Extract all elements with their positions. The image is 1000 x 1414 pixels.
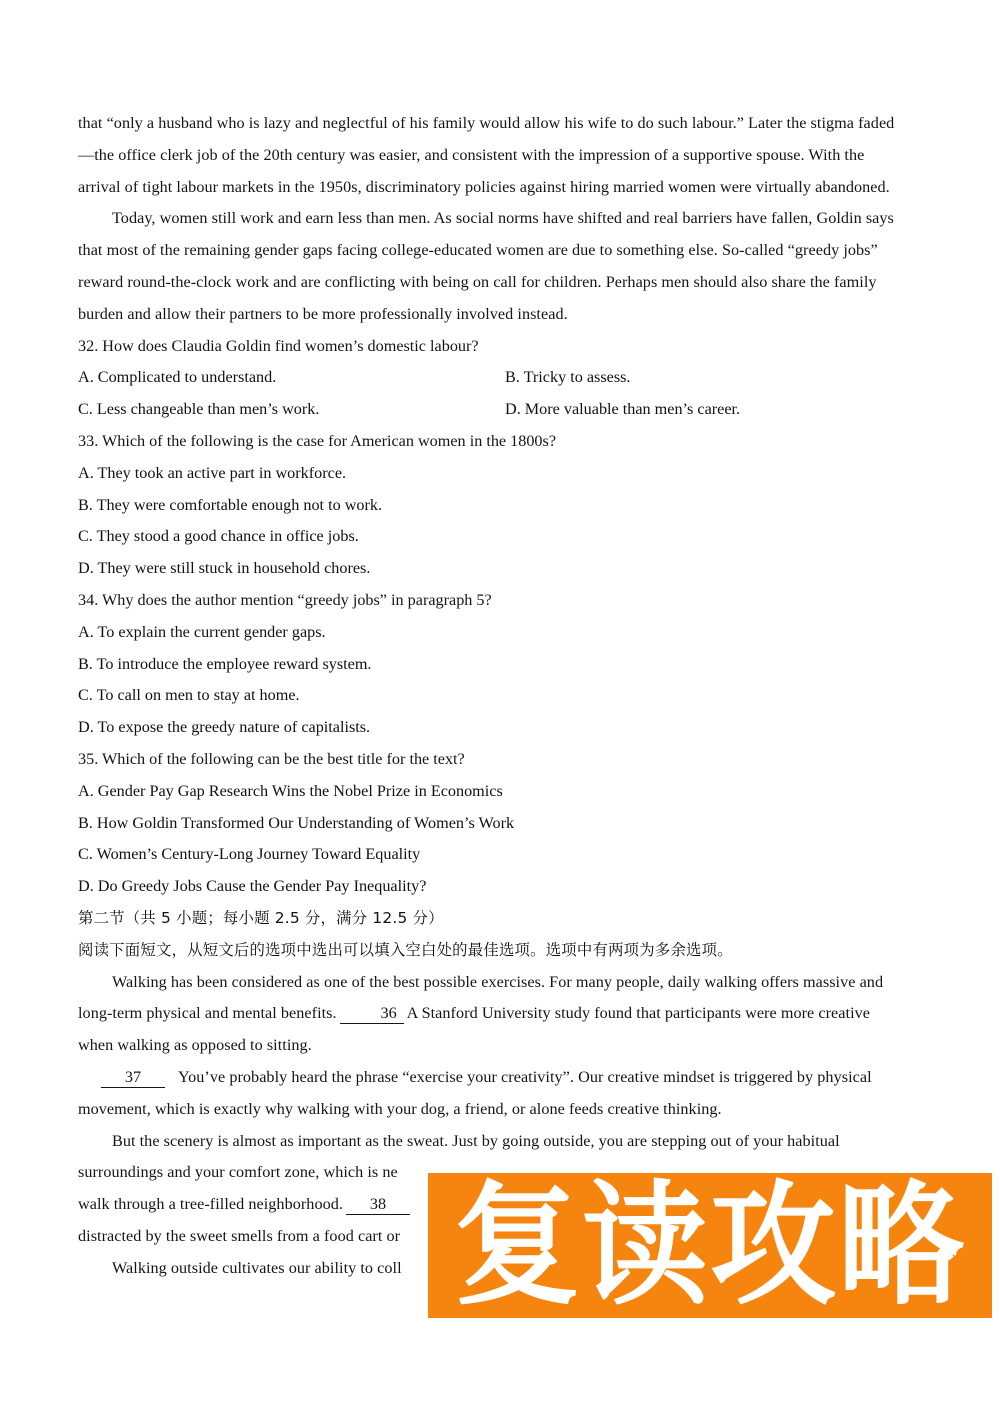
cloze-paragraph-3-line-4: distracted by the sweet smells from a food cart or [78,1226,401,1245]
watermark-label: 复读攻略 [454,1173,966,1318]
section-two-instruction: 阅读下面短文，从短文后的选项中选出可以填入空白处的最佳选项。选项中有两项为多余选项。 [78,940,733,959]
question-35-option-b[interactable]: B. How Goldin Transformed Our Understanding of Women’s Work [78,813,515,832]
question-32-stem: 32. How does Claudia Goldin find women’s domestic labour? [78,336,479,355]
question-34-stem: 34. Why does the author mention “greedy jobs” in paragraph 5? [78,590,492,609]
cloze-paragraph-1 [78,967,908,1062]
cloze-p2-after-blank: You’ve probably heard the phrase “exercise your creativity”. Our creative mindset is triggered by physical movement, which is exactly why walking with your dog, a friend, or alone feeds creative thinking. [78,1067,876,1118]
blank-36[interactable]: 36 [340,1003,404,1024]
question-32-option-c[interactable]: C. Less changeable than men’s work. [78,400,320,419]
cloze-paragraph-4-line-1: Walking outside cultivates our ability to coll [112,1258,402,1277]
question-33-option-a[interactable]: A. They took an active part in workforce. [78,463,347,482]
question-35-option-c[interactable]: C. Women’s Century-Long Journey Toward Equality [78,845,421,864]
question-35-stem: 35. Which of the following can be the best title for the text? [78,749,465,768]
passage-paragraph-2: Today, women still work and earn less than men. As social norms have shifted and real barriers have fallen, Goldin says that most of the remaining gender gaps facing college-educated women are due to something else. So-called “greedy jobs” reward round-the-clock work and are conflicting with being on call for children. Perhaps men should also share the family burden and allow their partners to be more professionally involved instead. [78,209,899,323]
question-35-option-a[interactable]: A. Gender Pay Gap Research Wins the Nobel Prize in Economics [78,781,503,800]
question-32-option-b[interactable]: B. Tricky to assess. [505,368,631,387]
question-35-option-d[interactable]: D. Do Greedy Jobs Cause the Gender Pay Inequality? [78,877,427,896]
question-32-option-a[interactable]: A. Complicated to understand. [78,368,277,387]
question-34-option-d[interactable]: D. To expose the greedy nature of capitalists. [78,718,371,737]
question-34-option-c[interactable]: C. To call on men to stay at home. [78,686,300,705]
question-33-option-c[interactable]: C. They stood a good chance in office jobs. [78,527,359,546]
question-32-options-row-cd [78,394,908,426]
question-34-option-b[interactable]: B. To introduce the employee reward system. [78,654,372,673]
question-34-option-a[interactable]: A. To explain the current gender gaps. [78,622,326,641]
cloze-p3-before-blank: walk through a tree-filled neighborhood. [78,1195,343,1214]
cloze-paragraph-3-line-1: But the scenery is almost as important as the sweat. Just by going outside, you are stepping out of your habitual [112,1131,840,1150]
question-33-stem: 33. Which of the following is the case for American women in the 1800s? [78,431,557,450]
passage-paragraph-1: that “only a husband who is lazy and neglectful of his family would allow his wife to do such labour.” Later the stigma faded—the office clerk job of the 20th century was easier, and consistent with the impression of a supportive spouse. With the arrival of tight labour markets in the 1950s, discriminatory policies against hiring married women were virtually abandoned. [78,114,895,196]
cloze-paragraph-3-line-2: surroundings and your comfort zone, which is ne [78,1163,398,1182]
document-body [78,108,908,1284]
question-32-option-d[interactable]: D. More valuable than men’s career. [505,400,741,419]
question-33-option-b[interactable]: B. They were comfortable enough not to work. [78,495,383,514]
cloze-p1-after-blank: A Stanford University study found that participants were more creative when walking as opposed to sitting. [78,1004,875,1055]
cloze-paragraph-2 [78,1062,908,1126]
cloze-p1-before-blank: Walking has been considered as one of the best possible exercises. For many people, daily walking offers massive and long-term physical and mental benefits. [78,972,888,1023]
question-32-options-row-ab [78,362,908,394]
blank-37[interactable]: 37 [101,1067,165,1088]
blank-38[interactable]: 38 [346,1194,410,1215]
watermark-banner [428,1173,992,1318]
section-two-heading: 第二节（共 5 小题；每小题 2.5 分，满分 12.5 分） [78,908,444,927]
question-33-option-d[interactable]: D. They were still stuck in household chores. [78,559,371,578]
